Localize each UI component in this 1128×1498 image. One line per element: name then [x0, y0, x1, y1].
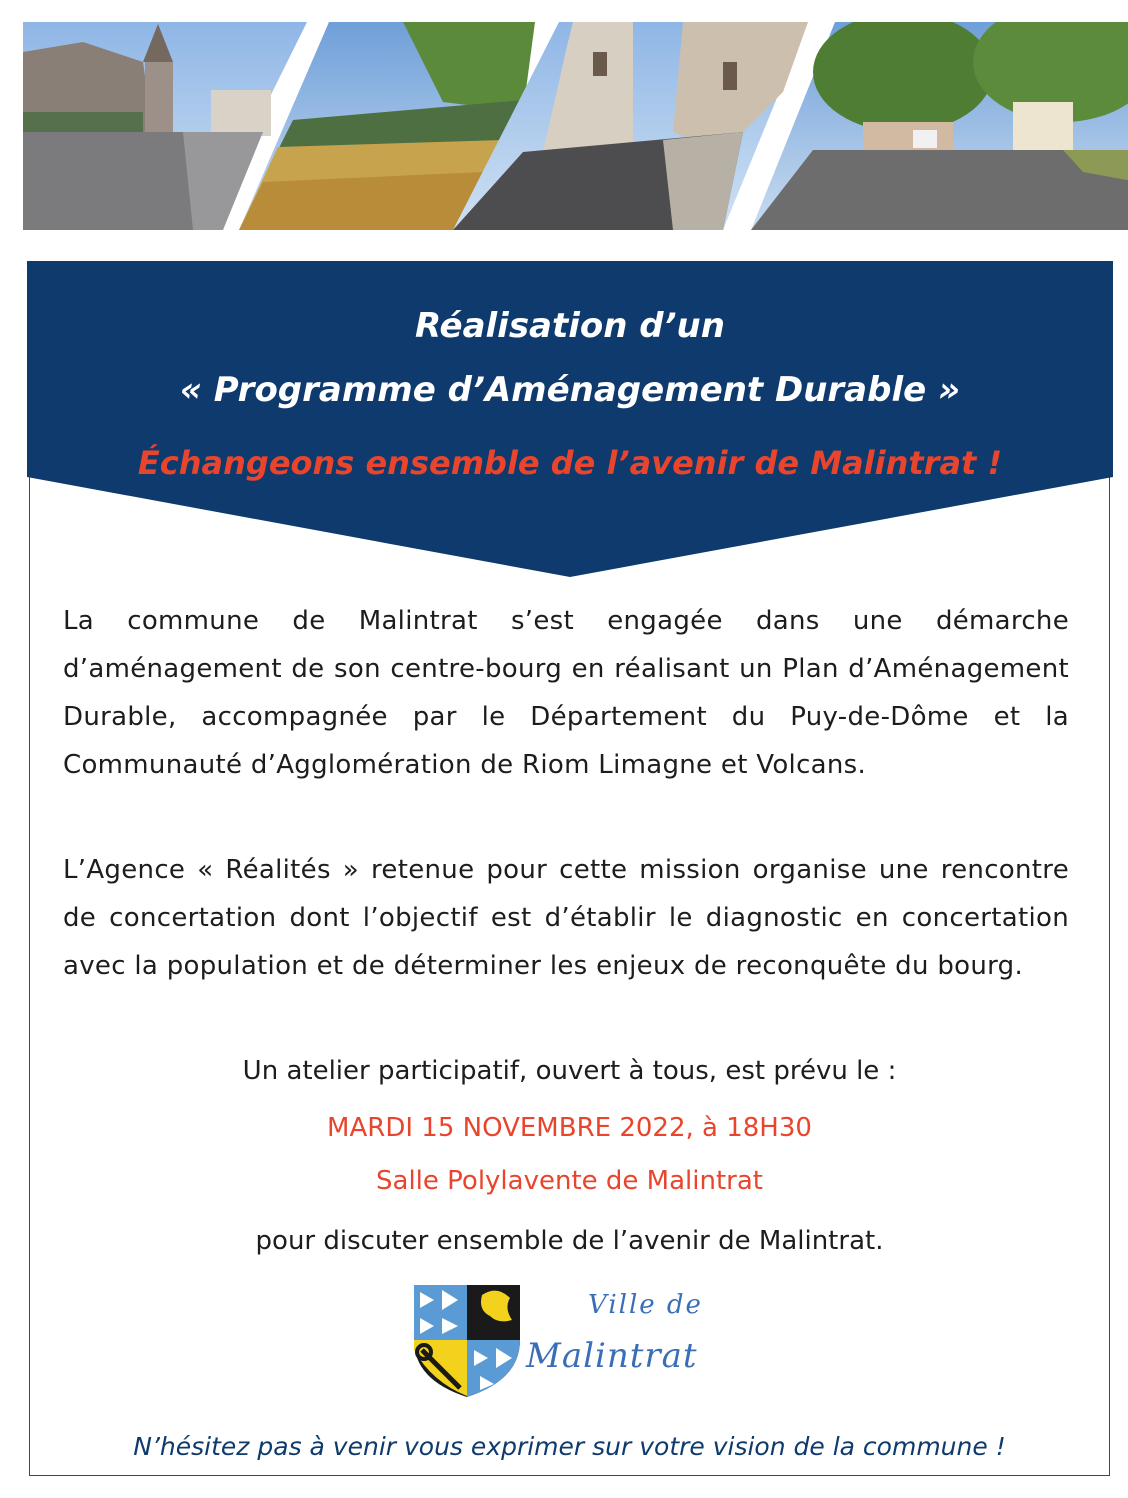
event-closing: pour discuter ensemble de l’avenir de Malintrat. [255, 1226, 884, 1256]
footer-call-to-action: N’hésitez pas à venir vous exprimer sur votre vision de la commune ! [133, 1432, 1006, 1461]
title-line-1: Réalisation d’un [415, 306, 725, 346]
photo-strip [23, 22, 1128, 230]
title-line-2: « Programme d’Aménagement Durable » [179, 370, 961, 410]
paragraph-2: L’Agence « Réalités » retenue pour cette mission organise une rencontre de concertation dont l’objectif est d’établir le diagnostic en concertation avec la population et de déterminer les enjeux de reconquête du bourg. [63, 855, 1069, 981]
wordmark-top: Ville de [588, 1290, 703, 1320]
coat-of-arms-icon [414, 1285, 520, 1397]
tagline: Échangeons ensemble de l’avenir de Malintrat ! [137, 444, 1003, 482]
paragraph-1: La commune de Malintrat s’est engagée dans une démarche d’aménagement de son centre-bourg en réalisant un Plan d’Aménagement Durable, accompagnée par le Département du Puy-de-Dôme et la Communauté d’Agglomération de Riom Limagne et Volcans. [63, 606, 1069, 780]
tree-lined-square-photo [751, 22, 1128, 230]
event-date: MARDI 15 NOVEMBRE 2022, à 18H30 [327, 1113, 812, 1143]
event-intro: Un atelier participatif, ouvert à tous, est prévu le : [242, 1056, 897, 1086]
wordmark-bottom: Malintrat [526, 1336, 698, 1376]
event-place: Salle Polylavente de Malintrat [376, 1166, 763, 1196]
town-logo [412, 1280, 732, 1400]
